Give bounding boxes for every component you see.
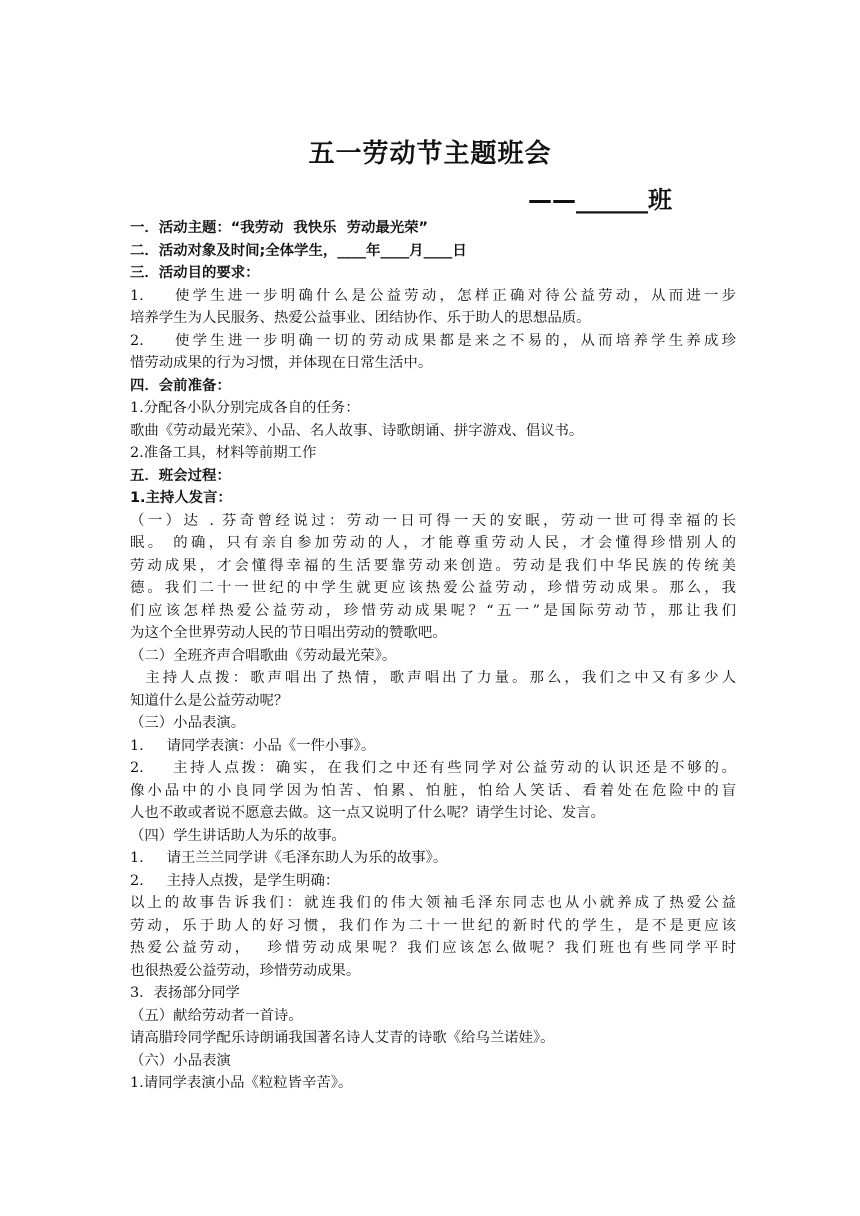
body-text-line: 眠。 的确，只有亲自参加劳动的人，才能尊重劳动人民，才会懂得珍惜别人的 — [130, 535, 736, 551]
class-name-line: ——______班 — [528, 186, 672, 214]
body-text-line: 2. 主持人点拨：确实，在我们之中还有些同学对公益劳动的认识还是不够的。 — [130, 760, 736, 776]
body-text-line: 热爱公益劳动， 珍惜劳动成果呢？我们应该怎么做呢？我们班也有些同学平时 — [130, 940, 736, 956]
body-text-line: 主持人点拨：歌声唱出了热情，歌声唱出了力量。那么，我们之中又有多少人 — [130, 670, 736, 686]
body-text-line: 请高腊玲同学配乐诗朗诵我国著名诗人艾青的诗歌《给乌兰诺娃》。 — [130, 1030, 555, 1046]
body-text-line: （二）全班齐声合唱歌曲《劳动最光荣》。 — [130, 647, 397, 664]
section-heading: 一．活动主题：“我劳动 我快乐 劳动最光荣” — [130, 220, 428, 236]
body-text-line: 1.请同学表演小品《粒粒皆辛苦》。 — [130, 1075, 353, 1091]
body-text-line: 1.分配各小队分别完成各自的任务： — [130, 400, 360, 416]
body-text-line: 人也不敢或者说不愿意去做。这一点又说明了什么呢？请学生讨论、发言。 — [130, 805, 605, 821]
body-text-line: （六）小品表演 — [130, 1052, 231, 1069]
body-text-line: 惜劳动成果的行为习惯，并体现在日常生活中。 — [130, 355, 433, 371]
body-text-line: 培养学生为人民服务、热爱公益事业、团结协作、乐于助人的思想品质。 — [130, 310, 591, 326]
document-title: 五一劳动节主题班会 — [308, 139, 552, 169]
body-text-line: 们应该怎样热爱公益劳动，珍惜劳动成果呢？“五一”是国际劳动节，那让我们 — [130, 602, 736, 619]
body-text-line: （一）达 . 芬奇曾经说过：劳动一日可得一天的安眠，劳动一世可得幸福的长 — [130, 512, 736, 529]
body-text-line: （四）学生讲话助人为乐的故事。 — [130, 827, 346, 844]
body-text-line: 1. 使学生进一步明确什么是公益劳动，怎样正确对待公益劳动，从而进一步 — [130, 287, 736, 304]
body-text-line: 2. 主持人点拨，是学生明确： — [130, 872, 340, 889]
section-heading: 四．会前准备： — [130, 377, 231, 394]
body-text-line: 也很热爱公益劳动，珍惜劳动成果。 — [130, 962, 361, 979]
body-text-line: 2.准备工具，材料等前期工作 — [130, 445, 317, 461]
body-text-line: （五）献给劳动者一首诗。 — [130, 1007, 303, 1024]
body-text-line: 3．表扬部分同学 — [130, 985, 240, 1001]
body-text-line: 以上的故事告诉我们：就连我们的伟大领袖毛泽东同志也从小就养成了热爱公益 — [130, 895, 736, 911]
body-text-line: 劳动，乐于助人的好习惯，我们作为二十一世纪的新时代的学生，是不是更应该 — [130, 917, 736, 934]
section-heading: 三．活动目的要求： — [130, 265, 260, 281]
body-text-line: 1. 请同学表演：小品《一件小事》。 — [130, 737, 376, 754]
body-text-line: 为这个全世界劳动人民的节日唱出劳动的赞歌吧。 — [130, 625, 447, 641]
body-text-line: 劳动成果，才会懂得幸福的生活要靠劳动来创造。劳动是我们中华民族的传统美 — [130, 557, 736, 574]
section-heading: 五．班会过程： — [130, 467, 231, 484]
body-text-line: 歌曲《劳动最光荣》、小品、名人故事、诗歌朗诵、拼字游戏、倡议书。 — [130, 422, 584, 439]
section-heading: 1.主持人发言： — [130, 490, 232, 506]
body-text-line: 像小品中的小良同学因为怕苦、怕累、怕脏，怕给人笑话、看着处在危险中的盲 — [130, 782, 736, 799]
body-text-line: 知道什么是公益劳动呢？ — [130, 692, 289, 709]
body-text-line: 2. 使学生进一步明确一切的劳动成果都是来之不易的，从而培养学生养成珍 — [130, 332, 736, 349]
body-text-line: 德。我们二十一世纪的中学生就更应该热爱公益劳动，珍惜劳动成果。那么，我 — [130, 580, 736, 596]
section-heading: 二．活动对象及时间;全体学生，____年____月____日 — [130, 242, 467, 259]
body-text-line: 1. 请王兰兰同学讲《毛泽东助人为乐的故事》。 — [130, 850, 448, 866]
body-text-line: （三）小品表演。 — [130, 715, 246, 731]
document-body — [130, 217, 736, 1095]
